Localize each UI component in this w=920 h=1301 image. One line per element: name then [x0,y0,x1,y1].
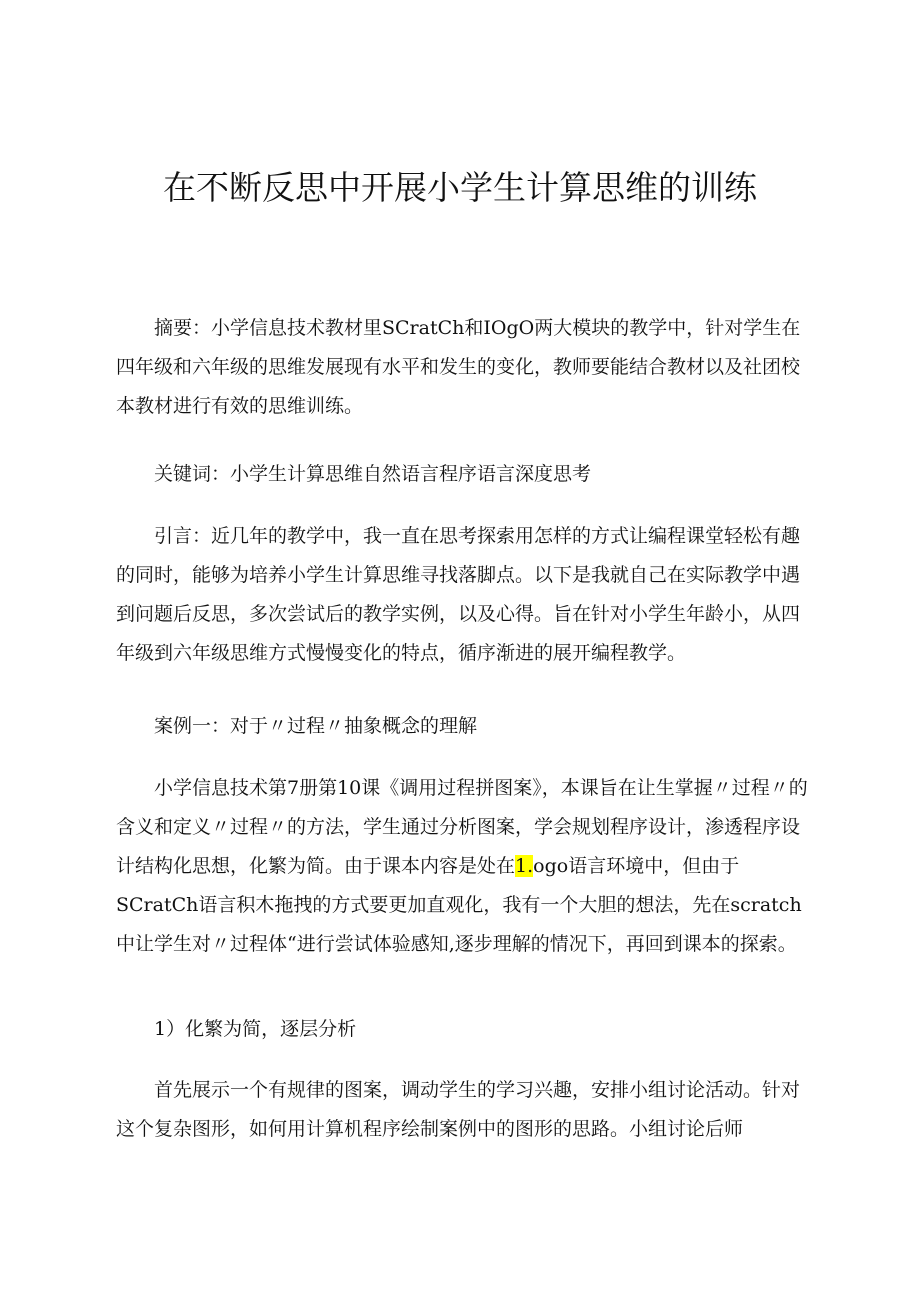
highlighted-text: 1. [515,855,534,877]
introduction-paragraph: 引言：近几年的教学中，我一直在思考探索用怎样的方式让编程课堂轻松有趣的同时，能够为培养小学生计算思维寻找落脚点。以下是我就自己在实际教学中遇到问题后反思，多次尝试后的教学实例，以及心得。旨在针对小学生年龄小，从四年级到六年级思维方式慢慢变化的特点，循序渐进的展开编程教学。 [116,525,801,664]
section1-heading: 1）化繁为简，逐层分析 [154,1018,357,1040]
case1-heading: 案例一：对于〃过程〃抽象概念的理解 [154,715,478,737]
section1-paragraph: 首先展示一个有规律的图案，调动学生的学习兴趣，安排小组讨论活动。针对这个复杂图形，如何用计算机程序绘制案例中的图形的思路。小组讨论后师 [116,1079,801,1140]
case1-text-after: ogo语言环境中，但由于SCratCh语言积木拖拽的方式要更加直观化，我有一个大胆的想法，先在scratch中让学生对〃过程体“进行尝试体验感知,逐步理解的情况下，再回到课本的探索。 [116,855,802,955]
case1-paragraph [116,769,816,964]
abstract-paragraph: 摘要：小学信息技术教材里SCratCh和IOgO两大模块的教学中，针对学生在四年级和六年级的思维发展现有水平和发生的变化，教师要能结合教材以及社团校本教材进行有效的思维训练。 [116,317,801,417]
case1-text-before: 小学信息技术第7册第10课《调用过程拼图案》，本课旨在让生掌握〃过程〃的含义和定义〃过程〃的方法，学生通过分析图案，学会规划程序设计，渗透程序设计结构化思想，化繁为简。由于课本内容是处在 [116,777,808,877]
keywords-paragraph: 关键词：小学生计算思维自然语言程序语言深度思考 [154,463,592,485]
document-title: 在不断反思中开展小学生计算思维的训练 [163,168,757,207]
